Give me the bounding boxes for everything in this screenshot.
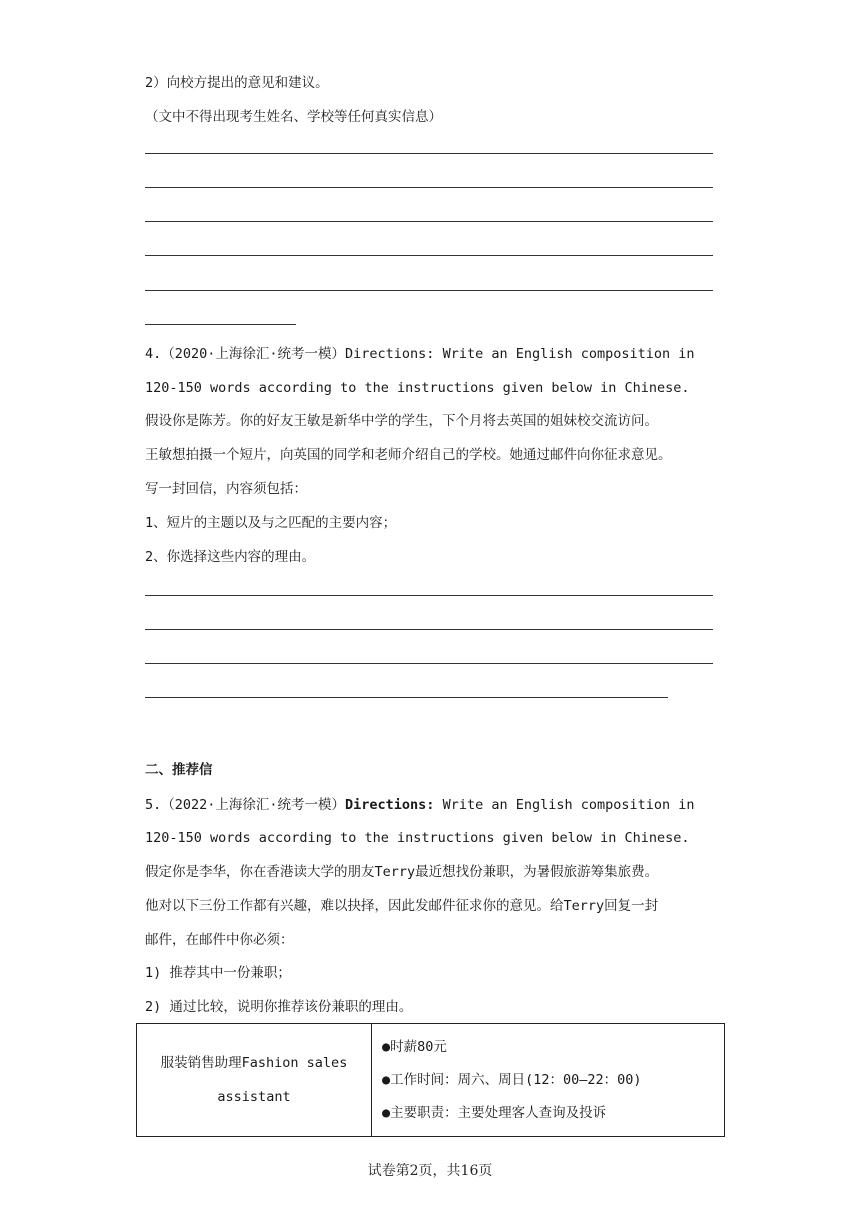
job-name-line: 服装销售助理Fashion sales xyxy=(160,1055,348,1071)
answer-line xyxy=(145,187,713,188)
q5-directions-line2: 120-150 words according to the instructions given below in Chinese. xyxy=(145,830,690,846)
answer-line xyxy=(145,255,713,256)
section-heading: 二、推荐信 xyxy=(145,762,213,778)
job-detail-duties: ●主要职责：主要处理客人查询及投诉 xyxy=(382,1104,607,1121)
answer-line xyxy=(145,663,713,664)
job-table xyxy=(136,1023,725,1137)
q3-note: （文中不得出现考生姓名、学校等任何真实信息） xyxy=(145,109,442,125)
answer-line-short xyxy=(145,324,296,325)
answer-line xyxy=(145,629,713,630)
answer-line xyxy=(145,595,713,596)
q5-item: 2) 通过比较，说明你推荐该份兼职的理由。 xyxy=(145,999,413,1015)
q5-header xyxy=(145,796,695,814)
answer-line xyxy=(145,153,713,154)
q4-item: 1、短片的主题以及与之匹配的主要内容； xyxy=(145,515,397,531)
q4-header xyxy=(145,345,695,363)
table-row xyxy=(137,1024,725,1137)
q4-body-line: 假设你是陈芳。你的好友王敏是新华中学的学生，下个月将去英国的姐妹校交流访问。 xyxy=(145,413,658,429)
q4-source: 4.（2020·上海徐汇·统考一模） xyxy=(145,346,346,362)
answer-line-short xyxy=(145,697,668,698)
q4-body-line: 写一封回信，内容须包括： xyxy=(145,481,307,497)
job-name-cell xyxy=(137,1024,372,1137)
job-detail-hours: ●工作时间：周六、周日(12：00—22：00) xyxy=(382,1071,642,1088)
answer-line xyxy=(145,290,713,291)
q3-item-2: 2）向校方提出的意见和建议。 xyxy=(145,75,329,91)
q5-body-line: 假定你是李华，你在香港读大学的朋友Terry最近想找份兼职，为暑假旅游筹集旅费。 xyxy=(145,864,659,880)
q5-body-line: 邮件，在邮件中你必须： xyxy=(145,932,294,948)
q5-item: 1) 推荐其中一份兼职； xyxy=(145,965,291,981)
q4-item: 2、你选择这些内容的理由。 xyxy=(145,549,316,565)
q5-directions-label: Directions: xyxy=(345,797,435,813)
q4-directions: Directions: Write an English composition in xyxy=(345,346,695,362)
q5-body-line: 他对以下三份工作都有兴趣，难以抉择，因此发邮件征求你的意见。给Terry回复一封 xyxy=(145,898,659,914)
q5-source: 5.（2022·上海徐汇·统考一模） xyxy=(145,797,346,813)
q4-directions-line2: 120-150 words according to the instructions given below in Chinese. xyxy=(145,380,690,396)
job-name-line: assistant xyxy=(217,1089,291,1105)
page-footer: 试卷第2页，共16页 xyxy=(367,1163,493,1179)
q4-body-line: 王敏想拍摄一个短片，向英国的同学和老师介绍自己的学校。她通过邮件向你征求意见。 xyxy=(145,447,672,463)
q5-directions: Write an English composition in xyxy=(434,797,695,813)
answer-line xyxy=(145,221,713,222)
job-detail-wage: ●时薪80元 xyxy=(382,1038,447,1055)
job-detail-cell xyxy=(372,1024,725,1137)
